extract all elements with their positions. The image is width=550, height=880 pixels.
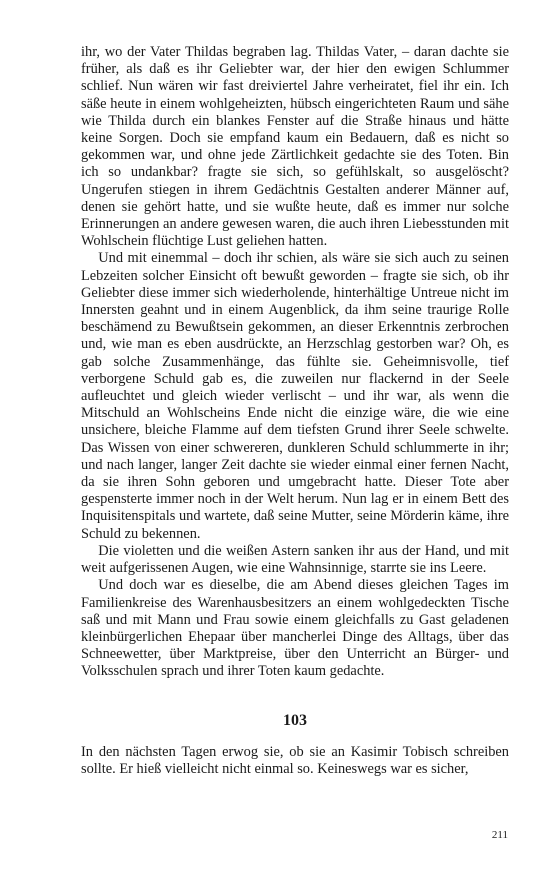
paragraph: Und mit einemmal – doch ihr schien, als wäre sie sich auch zu seinen Lebzeiten solcher Einsicht oft bewußt geworden – fragte sie sich, ob ihr Geliebter diese immer sich wiederholende, hinterhältige Untreue nicht im Innersten geahnt und in einem Augenblick, da ihm seine traurige Rolle beschämend zu Bewußtsein gekommen, an dieser Erkenntnis zerbrochen und, wie man es eben ausdrückte, an Herzschlag gestorben war? Oh, es gab solche Zusammenhänge, das fühlte sie. Geheimnisvolle, tief verborgene Schuld gab es, die zuweilen nur flackernd in der Seele aufleuchtet und gleich wieder verlischt – und ihr war, als wenn die Mitschuld an Wohlscheins Ende nicht die einzige wäre, die wie eine unsichere, bleiche Flamme auf dem tiefsten Grund ihrer Seele schwelte. Das Wissen von einer schwereren, dunkleren Schuld schlummerte in ihr; und nach langer, langer Zeit dachte sie wieder einmal einer fernen Nacht, da sie ihren Sohn geboren und umgebracht hatte. Dieser Tote aber gespensterte immer noch in der Welt herum. Nun lag er in einem Bett des Inquisitenspitals und wartete, daß seine Mutter, seine Mörderin käme, ihre Schuld zu bekennen. bbox=[81, 250, 509, 542]
section-number: 103 bbox=[283, 711, 307, 729]
paragraph: Und doch war es dieselbe, die am Abend dieses gleichen Tages im Familienkreise des Warenhausbesitzers an einem wohlgedeckten Tische saß und mit Mann und Frau sowie einem gleichfalls zu Gast geladenen kleinbürgerlichen Ehepaar über mancherlei Dinge des Alltags, über das Schneewetter, über Marktpreise, über den Unterricht an Bürger- und Volksschulen sprach und ihrer Toten kaum gedachte. bbox=[81, 577, 509, 680]
paragraph: Die violetten und die weißen Astern sanken ihr aus der Hand, und mit weit aufgerissenen Augen, wie eine Wahnsinnige, starrte sie ins Leere. bbox=[81, 542, 509, 577]
paragraph: In den nächsten Tagen erwog sie, ob sie an Kasimir Tobisch schreiben sollte. Er hieß vielleicht nicht einmal so. Keineswegs war es sicher, bbox=[81, 743, 509, 777]
page-number: 211 bbox=[491, 829, 508, 841]
page-body bbox=[81, 44, 509, 778]
paragraph: ihr, wo der Vater Thildas begraben lag. Thildas Vater, – daran dachte sie früher, als daß es ihr Geliebter war, der hier den ewigen Schlummer schlief. Nun wären wir fast dreiviertel Jahre verheiratet, fiel ihr ein. Ich säße heute in einem wohlgeheizten, hübsch eingerichteten Raum und sähe wie Thilda durch ein blankes Fenster auf die Straße hinaus und hätte keine Sorgen. Doch sie empfand kaum ein Bedauern, daß es nicht so gekommen war, und ohne jede Zärtlichkeit gedachte sie des Toten. Bin ich so undankbar? fragte sie sich, so gefühlskalt, so ausgelöscht? Ungerufen stiegen in ihrem Gedächtnis Gestalten anderer Männer auf, denen sie gehört hatte, und sie wußte heute, daß es immer nur solche Erinnerungen an andere gewesen waren, die auch ihren Liebesstunden mit Wohlschein flüchtige Lust geliehen hatten. bbox=[81, 44, 509, 250]
